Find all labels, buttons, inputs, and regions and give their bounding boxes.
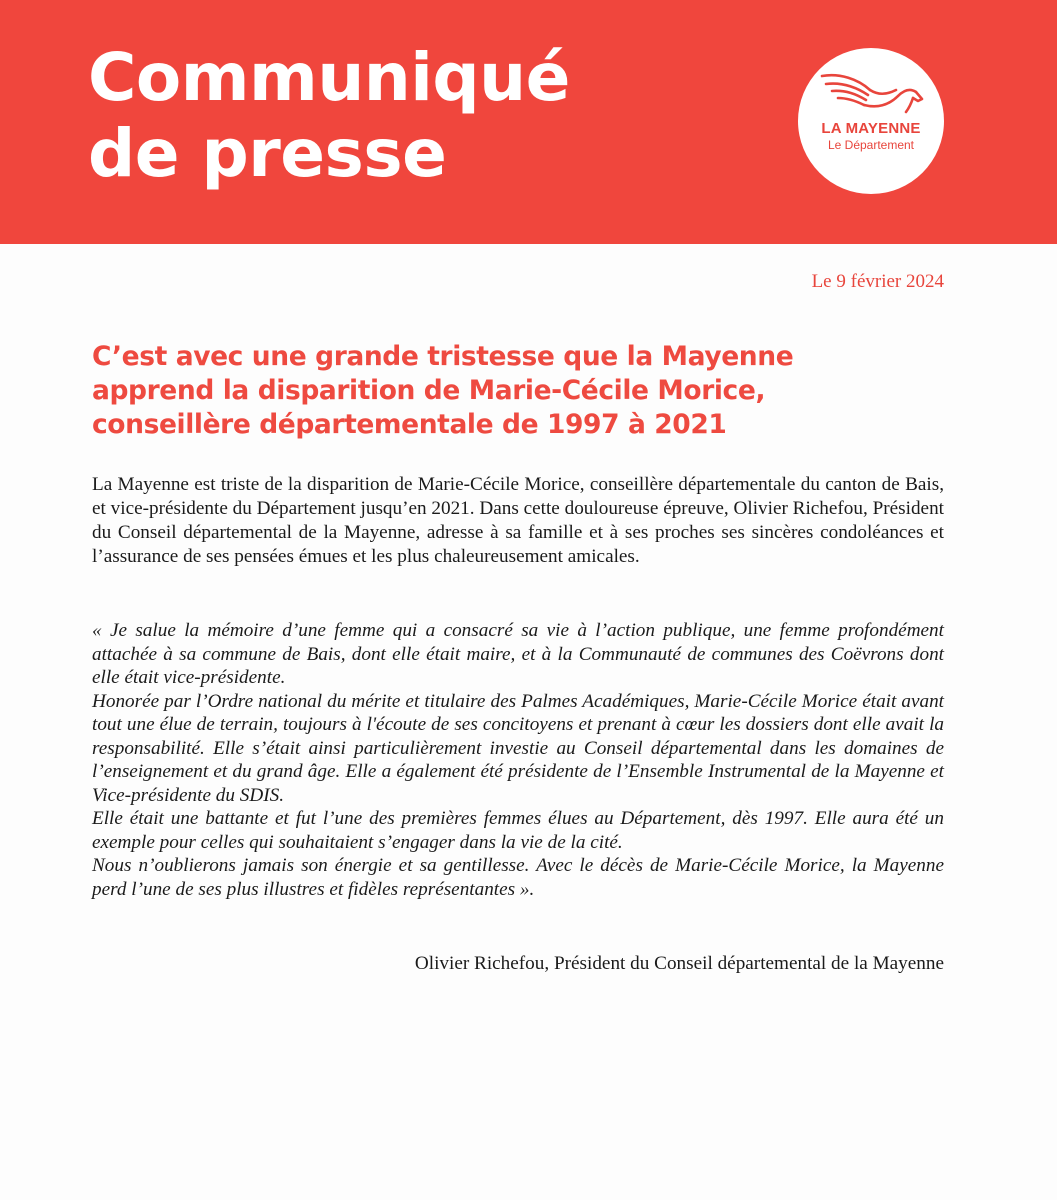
headline (92, 340, 962, 442)
quote-paragraph-3: Elle était une battante et fut l’une des premières femmes élues au Département, dès 1997. Elle aura été un exemple pour celles qui souhaitaient s’engager dans la vie de la cité. (92, 808, 944, 853)
quote-paragraph-1: « Je salue la mémoire d’une femme qui a consacré sa vie à l’action publique, une femme profondément attachée à sa commune de Bais, dont elle était maire, et à la Communauté de communes des Coëvrons dont elle était vice-présidente. (92, 620, 944, 688)
press-date: Le 9 février 2024 (811, 271, 944, 292)
logo-name: LA MAYENNE (821, 120, 921, 137)
headline-line-3: conseillère départementale de 1997 à 2021 (92, 409, 727, 440)
quote-paragraph-2: Honorée par l’Ordre national du mérite et titulaire des Palmes Académiques, Marie-Cécile Morice était avant tout une élue de terrain, toujours à l'écoute de ses concitoyens et prenant à cœur les dossiers dont elle avait la responsabilité. Elle s’était ainsi particulièrement investie au Conseil départemental dans les domaines de l’enseignement et du grand âge. Elle a également été présidente de l’Ensemble Instrumental de la Mayenne et Vice-présidente du SDIS. (92, 690, 944, 806)
signature: Olivier Richefou, Président du Conseil départemental de la Mayenne (414, 953, 944, 974)
quote-block (92, 619, 944, 901)
winged-horse-icon (818, 68, 924, 118)
logo-subtitle: Le Département (827, 138, 915, 152)
quote-paragraph-4: Nous n’oublierons jamais son énergie et sa gentillesse. Avec le décès de Marie-Cécile Morice, la Mayenne perd l’une de ses plus illustres et fidèles représentantes ». (92, 855, 944, 900)
page-title (88, 40, 570, 192)
page-title-line-2: de presse (88, 115, 447, 192)
body-paragraph: La Mayenne est triste de la disparition de Marie-Cécile Morice, conseillère départementale du canton de Bais, et vice-présidente du Département jusqu’en 2021. Dans cette douloureuse épreuve, Olivier Richefou, Président du Conseil départemental de la Mayenne, adresse à sa famille et à ses proches ses sincères condoléances et l’assurance de ses pensées émues et les plus chaleureusement amicales. (92, 474, 944, 567)
page-title-line-1: Communiqué (88, 39, 570, 116)
la-mayenne-logo (798, 48, 944, 194)
headline-line-2: apprend la disparition de Marie-Cécile Morice, (92, 375, 766, 406)
header-banner (0, 0, 1057, 244)
headline-line-1: C’est avec une grande tristesse que la Mayenne (92, 341, 794, 372)
